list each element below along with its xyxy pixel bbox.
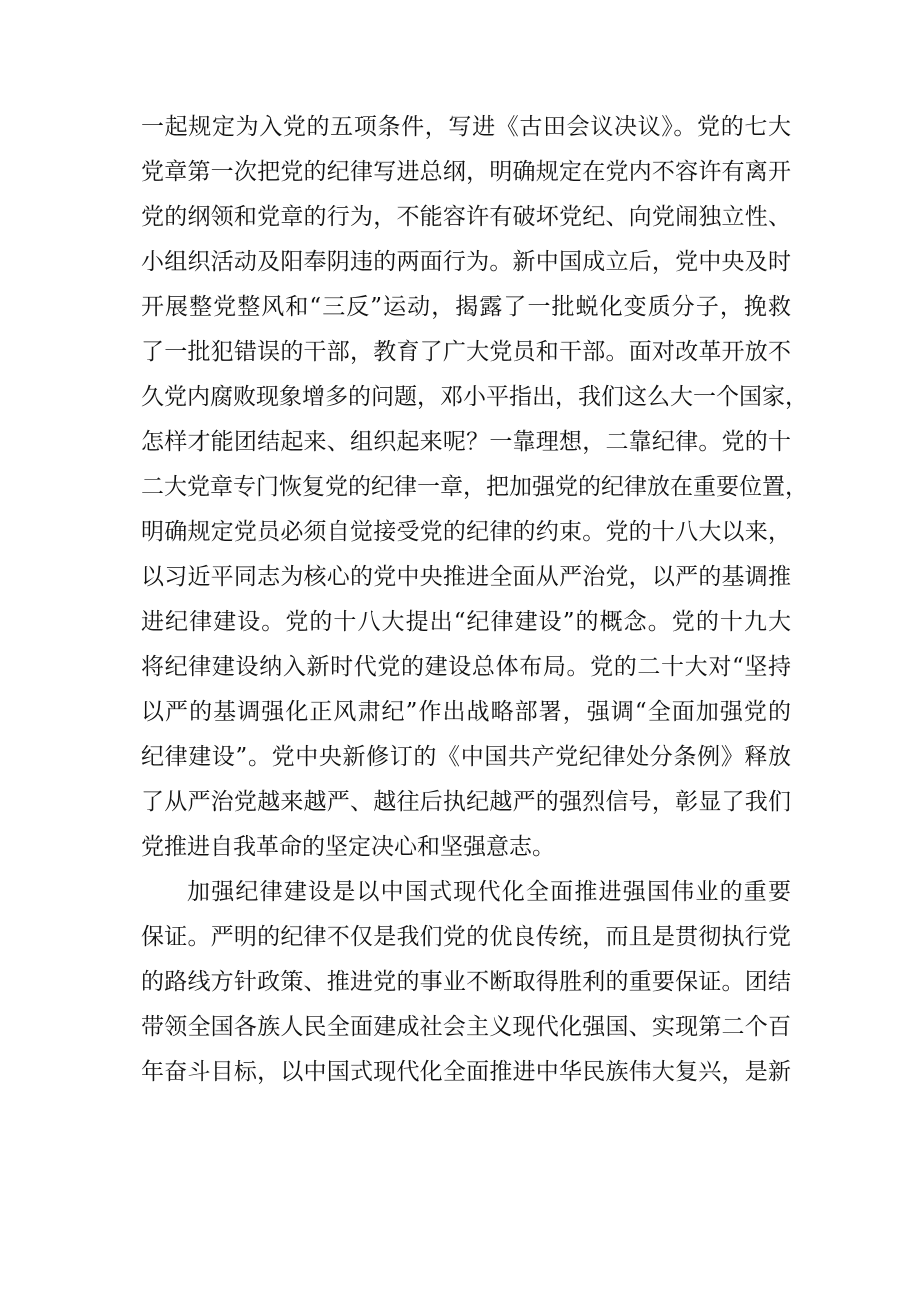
text-line: 久党内腐败现象增多的问题，邓小平指出，我们这么大一个国家， bbox=[141, 384, 808, 410]
text-line: 将纪律建设纳入新时代党的建设总体布局。党的二十大对“坚持 bbox=[141, 654, 791, 680]
text-line: 党推进自我革命的坚定决心和坚强意志。 bbox=[141, 834, 555, 860]
text-line: 的路线方针政策、推进党的事业不断取得胜利的重要保证。团结 bbox=[141, 969, 791, 995]
text-line: 纪律建设”。党中央新修订的《中国共产党纪律处分条例》释放 bbox=[141, 744, 791, 770]
text-line: 二大党章专门恢复党的纪律一章，把加强党的纪律放在重要位置， bbox=[141, 474, 808, 500]
text-line: 带领全国各族人民全面建成社会主义现代化强国、实现第二个百 bbox=[141, 1014, 791, 1040]
text-line: 加强纪律建设是以中国式现代化全面推进强国伟业的重要 bbox=[187, 879, 791, 905]
text-line: 了一批犯错误的干部，教育了广大党员和干部。面对改革开放不 bbox=[141, 339, 791, 365]
text-line: 保证。严明的纪律不仅是我们党的优良传统，而且是贯彻执行党 bbox=[141, 924, 791, 950]
text-line: 进纪律建设。党的十八大提出“纪律建设”的概念。党的十九大 bbox=[141, 609, 791, 635]
text-line: 以严的基调强化正风肃纪”作出战略部署，强调“全面加强党的 bbox=[141, 699, 791, 725]
paragraph bbox=[141, 870, 791, 1095]
text-line: 以习近平同志为核心的党中央推进全面从严治党，以严的基调推 bbox=[141, 564, 791, 590]
text-line: 一起规定为入党的五项条件，写进《古田会议决议》。党的七大 bbox=[141, 114, 791, 140]
text-line: 小组织活动及阳奉阴违的两面行为。新中国成立后，党中央及时 bbox=[141, 249, 791, 275]
document-body bbox=[141, 105, 808, 1095]
paragraph bbox=[141, 105, 808, 870]
text-line: 怎样才能团结起来、组织起来呢？一靠理想，二靠纪律。党的十 bbox=[141, 429, 791, 455]
text-line: 党章第一次把党的纪律写进总纲，明确规定在党内不容许有离开 bbox=[141, 159, 791, 185]
text-line: 党的纲领和党章的行为，不能容许有破坏党纪、向党闹独立性、 bbox=[141, 204, 791, 230]
text-line: 明确规定党员必须自觉接受党的纪律的约束。党的十八大以来， bbox=[141, 519, 791, 545]
text-line: 开展整党整风和“三反”运动，揭露了一批蜕化变质分子，挽救 bbox=[141, 294, 791, 320]
text-line: 年奋斗目标，以中国式现代化全面推进中华民族伟大复兴，是新 bbox=[141, 1059, 791, 1085]
text-line: 了从严治党越来越严、越往后执纪越严的强烈信号，彰显了我们 bbox=[141, 789, 791, 815]
